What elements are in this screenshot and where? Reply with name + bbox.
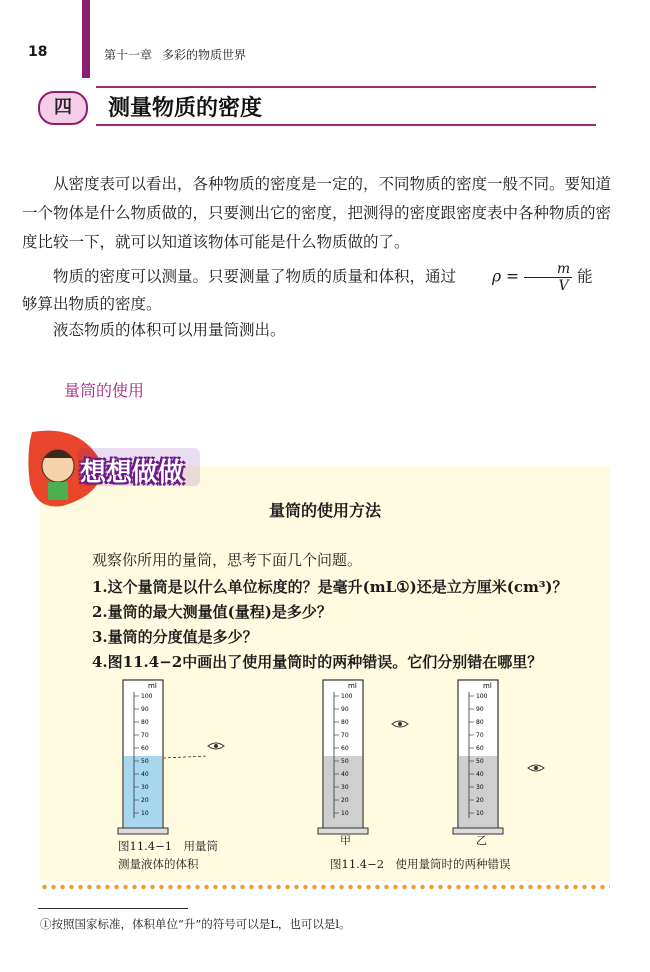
tick-label: 100 [141,693,153,700]
water-level-1 [124,756,162,829]
water-level-3 [459,756,497,829]
page-number: 18 [28,44,48,60]
question-2: 2.量筒的最大测量值(量程)是多少？ [92,603,332,621]
water-level-2 [324,756,362,829]
paragraph-3: 液态物质的体积可以用量筒测出。 [53,321,286,339]
cylinder-figures [40,672,610,842]
tick-label: 90 [341,706,349,713]
figure-label-a: 甲 [340,834,351,847]
chapter-title: 多彩的物质世界 [162,48,247,62]
tick-label: 30 [341,784,349,791]
tick-label: 90 [141,706,149,713]
dotted-divider [40,884,610,890]
paragraph-2-after: 能 [577,267,593,286]
paragraph-2-tail: 够算出物质的密度。 [22,295,162,313]
tick-label: 50 [141,758,149,765]
header-accent-bar [82,0,90,78]
tick-label: 20 [141,797,149,804]
activity-title: 量筒的使用方法 [268,501,381,520]
tick-label: 10 [141,810,149,817]
activity-intro: 观察你所用的量筒，思考下面几个问题。 [92,551,363,569]
question-1: 1.这个量筒是以什么单位标度的？是毫升(mL①)还是立方厘米(cm³)？ [92,578,568,596]
tick-label: 20 [476,797,484,804]
question-3: 3.量筒的分度值是多少？ [92,628,258,646]
chapter-number: 第十一章 [104,48,153,62]
formula-lhs: ρ = [491,267,519,286]
tick-label: 30 [141,784,149,791]
figure-2-caption: 图11.4−2 使用量筒时的两种错误 [330,857,511,871]
tick-label: 40 [476,771,484,778]
tick-label: 10 [341,810,349,817]
eye-icon-1 [163,743,224,758]
tick-label: 10 [476,810,484,817]
cylinder-3-unit: ml [483,682,492,690]
tick-label: 70 [141,732,149,739]
tick-label: 50 [341,758,349,765]
cylinder-1-unit: ml [148,682,157,690]
eye-icon-2 [392,721,408,727]
paragraph-2-text: 物质的密度可以测量。只要测量了物质的质量和体积，通过 [53,267,457,286]
tick-label: 30 [476,784,484,791]
section-number-badge: 四 [38,91,88,125]
tick-label: 70 [476,732,484,739]
formula-numerator: m [524,261,572,278]
section-title: 测量物质的密度 [108,96,263,121]
footnote: ①按照国家标准，体积单位“升”的符号可以是L，也可以是l。 [40,917,351,931]
tick-label: 40 [341,771,349,778]
tick-label: 80 [476,719,484,726]
tick-label: 20 [341,797,349,804]
tick-label: 50 [476,758,484,765]
section-rule-bottom [96,124,596,126]
tick-label: 80 [341,719,349,726]
figure-1-caption-line-2: 测量液体的体积 [118,857,199,871]
tick-label: 90 [476,706,484,713]
formula-denominator: V [558,278,569,294]
figure-1-caption-line-1: 图11.4−1 用量筒 [118,839,219,853]
question-4: 4.图11.4−2中画出了使用量筒时的两种错误。它们分别错在哪里？ [92,653,543,671]
tick-label: 60 [141,745,149,752]
activity-tag-label: 想想做做 [80,458,185,488]
figure-label-b: 乙 [476,834,487,847]
eye-icon-3 [528,765,544,771]
cylinder-2-unit: ml [348,682,357,690]
footnote-rule [38,908,188,909]
tick-label: 60 [341,745,349,752]
tick-label: 100 [476,693,488,700]
section-rule-top [96,86,596,88]
paragraph-1: 从密度表可以看出，各种物质的密度是一定的，不同物质的密度一般不同。要知道一个物体是什么物质做的，只要测出它的密度，把测得的密度跟密度表中各种物质的密度比较一下，就可以知道该物体可能是什么物质做的了。 [22,175,612,251]
tick-label: 80 [141,719,149,726]
tick-label: 70 [341,732,349,739]
tick-label: 40 [141,771,149,778]
chapter-header [104,46,256,63]
subheading: 量筒的使用 [64,381,145,400]
tick-label: 60 [476,745,484,752]
tick-label: 100 [341,693,353,700]
